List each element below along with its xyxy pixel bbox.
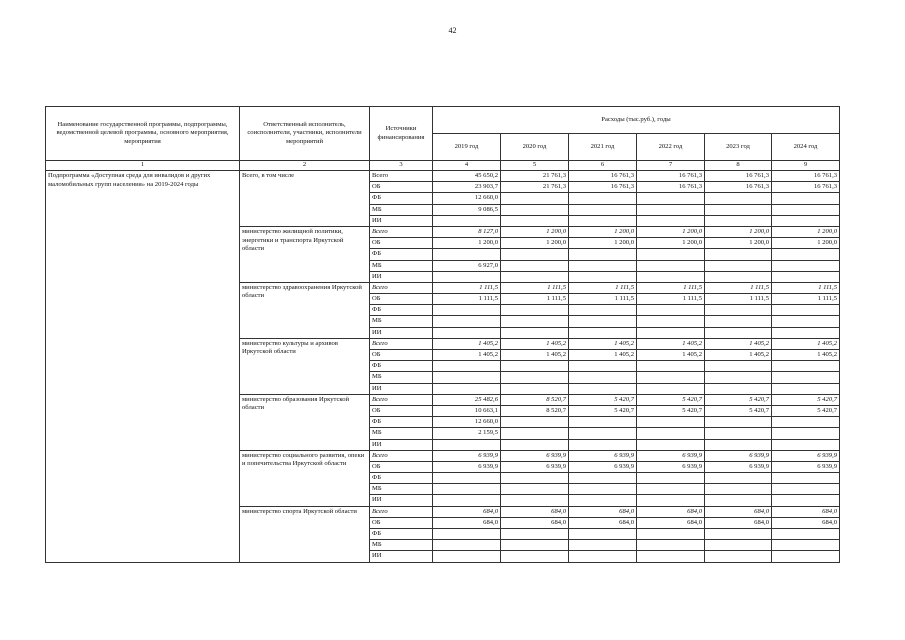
amount-cell (772, 361, 840, 372)
source-cell: ФБ (370, 361, 433, 372)
amount-cell: 16 761,3 (569, 182, 637, 193)
amount-cell (705, 204, 772, 215)
amount-cell: 684,0 (569, 506, 637, 517)
amount-cell (772, 372, 840, 383)
amount-cell (705, 271, 772, 282)
column-number: 6 (569, 161, 637, 171)
executor-cell: министерство спорта Иркутской области (240, 506, 370, 562)
amount-cell (569, 540, 637, 551)
amount-cell: 1 111,5 (501, 294, 569, 305)
amount-cell: 5 420,7 (569, 394, 637, 405)
amount-cell (772, 484, 840, 495)
amount-cell (433, 316, 501, 327)
amount-cell: 6 939,9 (501, 450, 569, 461)
amount-cell: 6 939,9 (637, 461, 705, 472)
amount-cell (501, 551, 569, 562)
amount-cell (637, 305, 705, 316)
amount-cell: 1 200,0 (569, 238, 637, 249)
amount-cell (772, 417, 840, 428)
amount-cell: 5 420,7 (637, 405, 705, 416)
amount-cell (637, 484, 705, 495)
amount-cell: 1 111,5 (433, 282, 501, 293)
amount-cell: 684,0 (501, 506, 569, 517)
amount-cell (772, 204, 840, 215)
amount-cell: 6 939,9 (705, 450, 772, 461)
amount-cell (705, 495, 772, 506)
amount-cell (501, 372, 569, 383)
amount-cell: 16 761,3 (772, 182, 840, 193)
amount-cell: 6 939,9 (433, 461, 501, 472)
amount-cell (705, 529, 772, 540)
amount-cell (705, 540, 772, 551)
amount-cell (501, 428, 569, 439)
amount-cell: 8 520,7 (501, 394, 569, 405)
amount-cell (501, 495, 569, 506)
amount-cell (637, 215, 705, 226)
amount-cell (569, 473, 637, 484)
amount-cell (501, 540, 569, 551)
amount-cell (705, 215, 772, 226)
amount-cell (569, 271, 637, 282)
source-cell: Всего (370, 506, 433, 517)
amount-cell (501, 484, 569, 495)
column-number: 8 (705, 161, 772, 171)
amount-cell: 16 761,3 (705, 182, 772, 193)
source-cell: Всего (370, 450, 433, 461)
amount-cell: 45 650,2 (433, 171, 501, 182)
amount-cell: 1 111,5 (637, 294, 705, 305)
amount-cell: 6 939,9 (501, 461, 569, 472)
amount-cell: 8 127,0 (433, 226, 501, 237)
amount-cell: 5 420,7 (772, 405, 840, 416)
executor-cell: министерство культуры и архивов Иркутской области (240, 338, 370, 394)
amount-cell (433, 372, 501, 383)
amount-cell (772, 495, 840, 506)
amount-cell: 16 761,3 (637, 182, 705, 193)
amount-cell (772, 271, 840, 282)
amount-cell (772, 551, 840, 562)
amount-cell (569, 495, 637, 506)
source-cell: ФБ (370, 529, 433, 540)
amount-cell: 12 660,0 (433, 193, 501, 204)
amount-cell: 1 111,5 (705, 282, 772, 293)
amount-cell: 5 420,7 (705, 394, 772, 405)
amount-cell (705, 439, 772, 450)
amount-cell (637, 473, 705, 484)
amount-cell: 1 405,2 (637, 338, 705, 349)
source-cell: Всего (370, 171, 433, 182)
amount-cell: 16 761,3 (569, 171, 637, 182)
amount-cell (772, 473, 840, 484)
amount-cell (569, 215, 637, 226)
amount-cell: 5 420,7 (637, 394, 705, 405)
amount-cell (569, 428, 637, 439)
source-cell: МБ (370, 540, 433, 551)
amount-cell (433, 271, 501, 282)
amount-cell: 16 761,3 (637, 171, 705, 182)
amount-cell: 5 420,7 (772, 394, 840, 405)
amount-cell: 1 405,2 (772, 350, 840, 361)
amount-cell (637, 417, 705, 428)
amount-cell (433, 383, 501, 394)
amount-cell (705, 316, 772, 327)
amount-cell (637, 316, 705, 327)
amount-cell (772, 428, 840, 439)
column-number: 1 (46, 161, 240, 171)
amount-cell: 684,0 (637, 506, 705, 517)
amount-cell: 1 405,2 (569, 350, 637, 361)
source-cell: ИИ (370, 383, 433, 394)
amount-cell: 6 939,9 (637, 450, 705, 461)
amount-cell (569, 484, 637, 495)
amount-cell (433, 484, 501, 495)
amount-cell (433, 439, 501, 450)
amount-cell: 684,0 (501, 517, 569, 528)
amount-cell (569, 327, 637, 338)
source-cell: МБ (370, 428, 433, 439)
source-cell: ИИ (370, 215, 433, 226)
amount-cell (569, 551, 637, 562)
amount-cell: 684,0 (772, 506, 840, 517)
amount-cell (569, 305, 637, 316)
amount-cell: 1 405,2 (705, 338, 772, 349)
source-cell: ОБ (370, 182, 433, 193)
amount-cell (433, 495, 501, 506)
amount-cell (705, 193, 772, 204)
amount-cell (569, 316, 637, 327)
amount-cell (772, 215, 840, 226)
amount-cell (501, 417, 569, 428)
amount-cell: 1 111,5 (772, 294, 840, 305)
amount-cell: 6 939,9 (433, 450, 501, 461)
amount-cell: 8 520,7 (501, 405, 569, 416)
column-number: 2 (240, 161, 370, 171)
amount-cell (501, 260, 569, 271)
amount-cell (501, 249, 569, 260)
amount-cell (705, 417, 772, 428)
amount-cell (705, 383, 772, 394)
amount-cell: 1 405,2 (433, 350, 501, 361)
column-number-row (46, 161, 840, 171)
amount-cell (433, 361, 501, 372)
source-cell: ИИ (370, 327, 433, 338)
amount-cell (637, 551, 705, 562)
amount-cell: 1 200,0 (705, 238, 772, 249)
amount-cell (637, 439, 705, 450)
amount-cell (569, 383, 637, 394)
amount-cell: 16 761,3 (705, 171, 772, 182)
amount-cell (772, 193, 840, 204)
source-cell: Всего (370, 394, 433, 405)
amount-cell: 1 405,2 (772, 338, 840, 349)
amount-cell: 1 111,5 (637, 282, 705, 293)
amount-cell: 1 111,5 (501, 282, 569, 293)
amount-cell (569, 260, 637, 271)
amount-cell (637, 361, 705, 372)
amount-cell (433, 529, 501, 540)
amount-cell: 25 482,6 (433, 394, 501, 405)
amount-cell (705, 361, 772, 372)
amount-cell (637, 204, 705, 215)
amount-cell: 1 200,0 (705, 226, 772, 237)
column-number: 4 (433, 161, 501, 171)
amount-cell (569, 361, 637, 372)
amount-cell (569, 193, 637, 204)
header-expenses: Расходы (тыс.руб.), годы (433, 107, 840, 134)
amount-cell (569, 439, 637, 450)
amount-cell: 6 939,9 (569, 450, 637, 461)
amount-cell: 1 111,5 (772, 282, 840, 293)
amount-cell: 6 939,9 (772, 461, 840, 472)
header-year: 2020 год (501, 134, 569, 161)
amount-cell: 5 420,7 (705, 405, 772, 416)
amount-cell (569, 417, 637, 428)
amount-cell (501, 193, 569, 204)
amount-cell (637, 372, 705, 383)
executor-cell: министерство социального развития, опеки и попечительства Иркутской области (240, 450, 370, 506)
amount-cell (637, 260, 705, 271)
amount-cell: 6 939,9 (772, 450, 840, 461)
source-cell: МБ (370, 316, 433, 327)
amount-cell (433, 305, 501, 316)
amount-cell (772, 383, 840, 394)
amount-cell: 1 405,2 (501, 338, 569, 349)
amount-cell (772, 316, 840, 327)
amount-cell (637, 271, 705, 282)
header-program-name: Наименование государственной программы, подпрограммы, ведомственной целевой программы, основного мероприятия, мероприятия (46, 107, 240, 161)
executor-cell: министерство образования Иркутской области (240, 394, 370, 450)
column-number: 9 (772, 161, 840, 171)
header-executor: Ответственный исполнитель, соисполнители, участники, исполнители мероприятий (240, 107, 370, 161)
amount-cell (637, 193, 705, 204)
amount-cell: 1 111,5 (569, 282, 637, 293)
amount-cell: 1 405,2 (569, 338, 637, 349)
amount-cell (772, 529, 840, 540)
amount-cell: 684,0 (637, 517, 705, 528)
source-cell: МБ (370, 372, 433, 383)
amount-cell (569, 372, 637, 383)
amount-cell (433, 540, 501, 551)
amount-cell (569, 204, 637, 215)
amount-cell (433, 215, 501, 226)
amount-cell (501, 271, 569, 282)
amount-cell: 684,0 (705, 517, 772, 528)
amount-cell: 1 200,0 (637, 238, 705, 249)
amount-cell (705, 484, 772, 495)
amount-cell (705, 428, 772, 439)
source-cell: ФБ (370, 249, 433, 260)
amount-cell: 684,0 (433, 517, 501, 528)
amount-cell (433, 473, 501, 484)
source-cell: ИИ (370, 551, 433, 562)
source-cell: ОБ (370, 517, 433, 528)
header-year: 2021 год (569, 134, 637, 161)
table-row (46, 171, 840, 182)
amount-cell: 1 200,0 (772, 238, 840, 249)
source-cell: ИИ (370, 439, 433, 450)
header-year: 2023 год (705, 134, 772, 161)
header-year: 2024 год (772, 134, 840, 161)
amount-cell: 1 200,0 (501, 238, 569, 249)
amount-cell (501, 204, 569, 215)
amount-cell (501, 316, 569, 327)
amount-cell: 1 111,5 (569, 294, 637, 305)
amount-cell (501, 361, 569, 372)
amount-cell (637, 529, 705, 540)
amount-cell: 10 663,1 (433, 405, 501, 416)
column-number: 5 (501, 161, 569, 171)
amount-cell (501, 439, 569, 450)
amount-cell (705, 305, 772, 316)
amount-cell: 6 939,9 (569, 461, 637, 472)
source-cell: ИИ (370, 271, 433, 282)
amount-cell: 1 405,2 (501, 350, 569, 361)
amount-cell (637, 327, 705, 338)
source-cell: ОБ (370, 350, 433, 361)
amount-cell (705, 473, 772, 484)
amount-cell: 684,0 (433, 506, 501, 517)
amount-cell: 6 927,0 (433, 260, 501, 271)
amount-cell (637, 428, 705, 439)
amount-cell: 1 200,0 (433, 238, 501, 249)
amount-cell (705, 260, 772, 271)
amount-cell: 1 200,0 (637, 226, 705, 237)
amount-cell: 1 405,2 (705, 350, 772, 361)
amount-cell (705, 372, 772, 383)
amount-cell: 1 405,2 (433, 338, 501, 349)
amount-cell: 1 111,5 (433, 294, 501, 305)
amount-cell (433, 249, 501, 260)
source-cell: ФБ (370, 473, 433, 484)
amount-cell: 21 761,3 (501, 182, 569, 193)
source-cell: ОБ (370, 405, 433, 416)
amount-cell (637, 540, 705, 551)
amount-cell (705, 551, 772, 562)
amount-cell (772, 439, 840, 450)
amount-cell (772, 327, 840, 338)
column-number: 7 (637, 161, 705, 171)
amount-cell: 5 420,7 (569, 405, 637, 416)
source-cell: Всего (370, 282, 433, 293)
source-cell: ФБ (370, 193, 433, 204)
header-year: 2019 год (433, 134, 501, 161)
amount-cell: 1 111,5 (705, 294, 772, 305)
source-cell: ИИ (370, 495, 433, 506)
amount-cell (637, 383, 705, 394)
source-cell: ОБ (370, 238, 433, 249)
amount-cell (772, 260, 840, 271)
program-name-cell: Подпрограмма «Доступная среда для инвалидов и других маломобильных групп населения» на 2019-2024 годы (46, 171, 240, 563)
header-source: Источники финансирования (370, 107, 433, 161)
amount-cell: 16 761,3 (772, 171, 840, 182)
executor-cell: министерство здравоохранения Иркутской области (240, 282, 370, 338)
amount-cell: 2 159,5 (433, 428, 501, 439)
amount-cell (501, 473, 569, 484)
amount-cell: 23 903,7 (433, 182, 501, 193)
source-cell: Всего (370, 226, 433, 237)
executor-cell: министерство жилищной политики, энергетики и транспорта Иркутской области (240, 226, 370, 282)
amount-cell (501, 529, 569, 540)
amount-cell (433, 551, 501, 562)
amount-cell: 6 939,9 (705, 461, 772, 472)
amount-cell (705, 249, 772, 260)
source-cell: ОБ (370, 461, 433, 472)
header-year: 2022 год (637, 134, 705, 161)
amount-cell: 684,0 (569, 517, 637, 528)
amount-cell: 1 200,0 (501, 226, 569, 237)
amount-cell (637, 249, 705, 260)
source-cell: МБ (370, 204, 433, 215)
amount-cell (772, 305, 840, 316)
source-cell: МБ (370, 260, 433, 271)
page-number: 42 (448, 26, 457, 35)
amount-cell (569, 529, 637, 540)
amount-cell: 1 405,2 (637, 350, 705, 361)
executor-cell: Всего, в том числе (240, 171, 370, 227)
amount-cell (772, 540, 840, 551)
column-number: 3 (370, 161, 433, 171)
source-cell: МБ (370, 484, 433, 495)
source-cell: ФБ (370, 417, 433, 428)
source-cell: ФБ (370, 305, 433, 316)
amount-cell (705, 327, 772, 338)
table-body (46, 171, 840, 563)
amount-cell (501, 383, 569, 394)
amount-cell: 1 200,0 (569, 226, 637, 237)
amount-cell (772, 249, 840, 260)
amount-cell: 9 086,5 (433, 204, 501, 215)
amount-cell (433, 327, 501, 338)
amount-cell (501, 327, 569, 338)
amount-cell (501, 215, 569, 226)
amount-cell: 684,0 (772, 517, 840, 528)
amount-cell (501, 305, 569, 316)
source-cell: ОБ (370, 294, 433, 305)
amount-cell (569, 249, 637, 260)
amount-cell: 1 200,0 (772, 226, 840, 237)
amount-cell: 12 660,0 (433, 417, 501, 428)
budget-table (45, 106, 840, 563)
source-cell: Всего (370, 338, 433, 349)
amount-cell: 21 761,3 (501, 171, 569, 182)
amount-cell: 684,0 (705, 506, 772, 517)
amount-cell (637, 495, 705, 506)
